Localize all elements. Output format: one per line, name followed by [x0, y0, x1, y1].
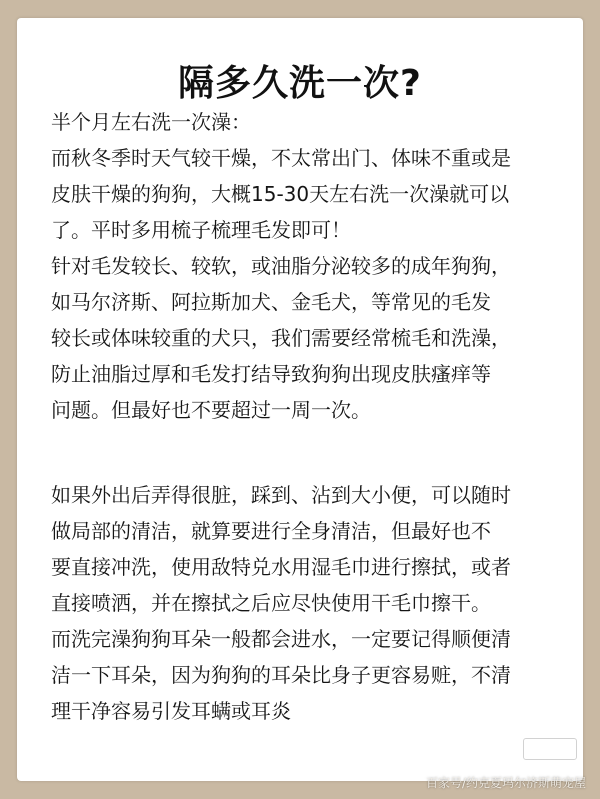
paragraph-2 [51, 477, 571, 729]
text-line: 了。平时多用梳子梳理毛发即可！ [51, 218, 351, 242]
watermark-logo [523, 738, 577, 760]
text-line: 如马尔济斯、阿拉斯加犬、金毛犬，等常见的毛发 [51, 290, 491, 314]
text-line: 皮肤干燥的狗狗，大概15-30天左右洗一次澡就可以 [51, 182, 510, 206]
text-line: 做局部的清洁，就算要进行全身清洁，但最好也不 [51, 519, 491, 543]
text-line: 针对毛发较长、较软，或油脂分泌较多的成年狗狗， [51, 254, 511, 278]
text-line: 而秋冬季时天气较干燥，不太常出门、体味不重或是 [51, 146, 511, 170]
text-line: 如果外出后弄得很脏，踩到、沾到大小便，可以随时 [51, 483, 511, 507]
text-line: 洁一下耳朵，因为狗狗的耳朵比身子更容易赃，不清 [51, 663, 511, 687]
page-title: 隔多久洗一次? [178, 63, 422, 104]
text-line: 直接喷洒，并在擦拭之后应尽快使用干毛巾擦干。 [51, 591, 491, 615]
text-line: 而洗完澡狗狗耳朵一般都会进水，一定要记得顺便清 [51, 627, 511, 651]
text-line: 问题。但最好也不要超过一周一次。 [51, 398, 371, 422]
content-card [17, 18, 583, 781]
paragraph-1 [51, 104, 571, 428]
text-line: 半个月左右洗一次澡： [51, 110, 251, 134]
text-line: 要直接冲洗，使用敌特兑水用湿毛巾进行擦拭，或者 [51, 555, 511, 579]
text-line: 较长或体味较重的犬只，我们需要经常梳毛和洗澡， [51, 326, 511, 350]
text-line: 防止油脂过厚和毛发打结导致狗狗出现皮肤瘙痒等 [51, 362, 491, 386]
footer-watermark: 百家号/约克夏玛尔济斯萌宠屋 [425, 776, 586, 790]
text-line: 理干净容易引发耳螨或耳炎 [51, 699, 291, 723]
